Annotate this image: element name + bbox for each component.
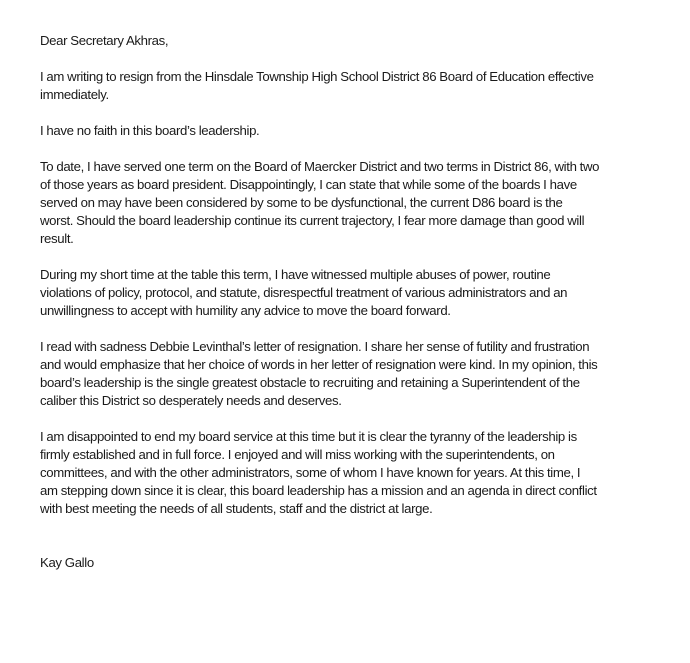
paragraph-line: caliber this District so desperately needs and deserves. — [40, 393, 342, 408]
paragraph-line: I have no faith in this board’s leadership. — [40, 123, 260, 138]
signature-name: Kay Gallo — [40, 555, 94, 570]
paragraph-service-history — [40, 158, 680, 248]
salutation — [40, 32, 680, 50]
paragraph-line: During my short time at the table this term, I have witnessed multiple abuses of power, routine — [40, 267, 551, 282]
paragraph-line: and would emphasize that her choice of words in her letter of resignation were kind. In my opinion, this — [40, 357, 598, 372]
paragraph-line: board’s leadership is the single greatest obstacle to recruiting and retaining a Superintendent of the — [40, 375, 580, 390]
resignation-letter — [40, 32, 680, 590]
paragraph-line: I am writing to resign from the Hinsdale Township High School District 86 Board of Education effective — [40, 69, 594, 84]
paragraph-abuses — [40, 266, 680, 320]
paragraph-line: To date, I have served one term on the Board of Maercker District and two terms in District 86, with two — [40, 159, 600, 174]
paragraph-line: of those years as board president. Disappointingly, I can state that while some of the boards I have — [40, 177, 577, 192]
paragraph-line: unwillingness to accept with humility any advice to move the board forward. — [40, 303, 451, 318]
paragraph-line: am stepping down since it is clear, this board leadership has a mission and an agenda in direct conflict — [40, 483, 597, 498]
signature — [40, 554, 680, 572]
paragraph-line: worst. Should the board leadership continue its current trajectory, I fear more damage than good will — [40, 213, 585, 228]
paragraph-line: with best meeting the needs of all students, staff and the district at large. — [40, 501, 433, 516]
salutation-text: Dear Secretary Akhras, — [40, 33, 169, 48]
paragraph-closing — [40, 428, 680, 518]
paragraph-line: result. — [40, 231, 74, 246]
paragraph-line: I am disappointed to end my board service at this time but it is clear the tyranny of the leadership is — [40, 429, 577, 444]
paragraph-levinthal — [40, 338, 680, 410]
paragraph-line: committees, and with the other administrators, some of whom I have known for years. At this time, I — [40, 465, 581, 480]
paragraph-line: served on may have been considered by some to be dysfunctional, the current D86 board is the — [40, 195, 563, 210]
paragraph-line: I read with sadness Debbie Levinthal’s letter of resignation. I share her sense of futility and frustration — [40, 339, 590, 354]
paragraph-no-faith — [40, 122, 680, 140]
paragraph-line: immediately. — [40, 87, 109, 102]
paragraph-resignation — [40, 68, 680, 104]
paragraph-line: violations of policy, protocol, and statute, disrespectful treatment of various administrators and an — [40, 285, 568, 300]
paragraph-line: firmly established and in full force. I enjoyed and will miss working with the superintendents, on — [40, 447, 555, 462]
